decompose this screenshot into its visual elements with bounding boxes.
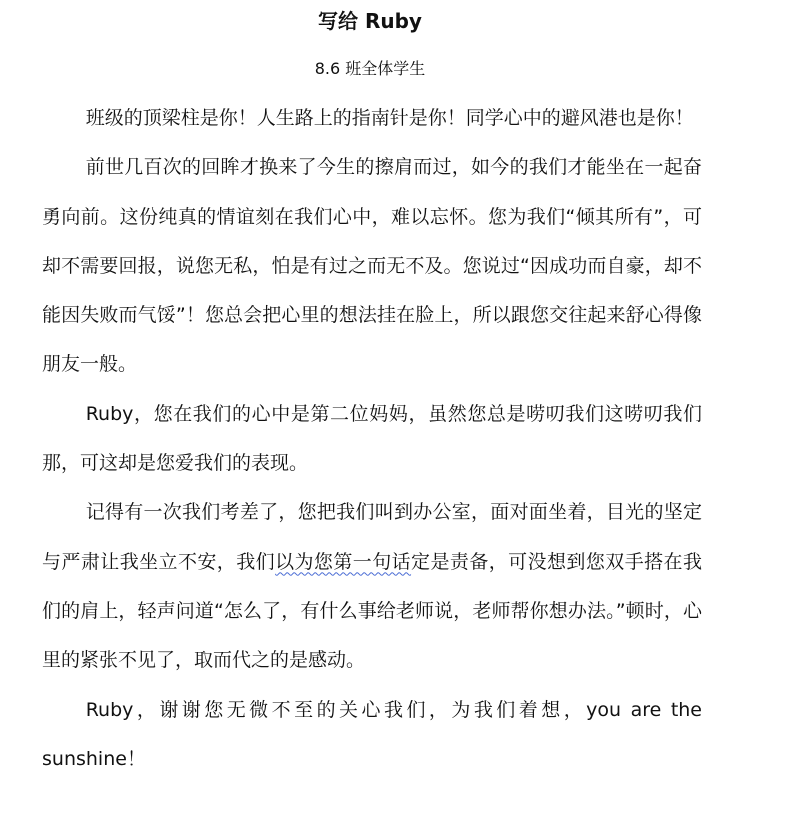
grammar-squiggle-text[interactable]: 以为您第一句话 — [275, 550, 412, 573]
document-body — [42, 94, 702, 784]
paragraph-4 — [42, 488, 702, 685]
paragraph-5: Ruby，谢谢您无微不至的关心我们，为我们着想，you are the sunshine！ — [42, 698, 702, 770]
paragraph-1: 班级的顶梁柱是你！人生路上的指南针是你！同学心中的避风港也是你！ — [85, 107, 694, 129]
document-title: 写给 Ruby — [318, 9, 422, 33]
paragraph-4-text-after: 定是责备，可没想到您双手搭在我们的肩上，轻声问道“怎么了，有什么事给老师说，老师帮你想办法。”顿时，心里的紧张不见了，取而代之的是感动。 — [42, 550, 702, 672]
paragraph-3: Ruby，您在我们的心中是第二位妈妈，虽然您总是唠叨我们这唠叨我们那，可这却是您爱我们的表现。 — [42, 402, 702, 475]
paragraph-4-text-before: 记得有一次我们考差了，您把我们叫到办公室，面对面坐着，目光的坚定与严肃让我坐立不安，我们 — [42, 501, 702, 573]
document-author: 8.6 班全体学生 — [314, 59, 426, 78]
paragraph-2: 前世几百次的回眸才换来了今生的擦肩而过，如今的我们才能坐在一起奋勇向前。这份纯真的情谊刻在我们心中，难以忘怀。您为我们“倾其所有”，可却不需要回报，说您无私，怕是有过之而无不及。您说过“因成功而自豪，却不能因失败而气馁”！您总会把心里的想法挂在脸上，所以跟您交往起来舒心得像朋友一般。 — [42, 156, 702, 376]
